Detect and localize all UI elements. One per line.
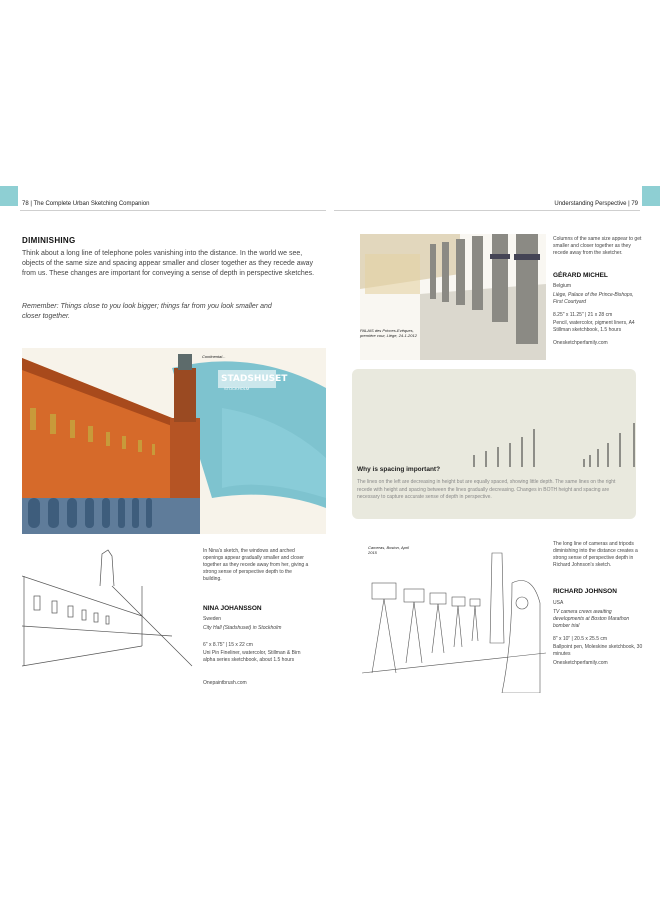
caption-nina-size: 6" x 8.75" | 15 x 22 cm — [203, 642, 253, 648]
caption-gerard-credit: Onesketchperfamily.com — [553, 340, 608, 346]
caption-gerard-name: GÉRARD MICHEL — [553, 272, 608, 279]
page-tab-left — [0, 186, 18, 206]
page-tab-right — [642, 186, 660, 206]
header-rule-right — [334, 210, 640, 211]
nina-pencil-sketch — [22, 546, 198, 686]
spacing-diagram — [472, 419, 642, 469]
gerard-colonnade-sketch — [360, 234, 546, 360]
running-head-right: Understanding Perspective | 79 — [554, 201, 638, 207]
sketch-annotation: Continental... — [202, 354, 226, 359]
caption-nina-materials: Uni Pin Fineliner, watercolor, Stillman & Birn alpha series sketchbook, about 1.5 hours — [203, 650, 301, 663]
caption-gerard-materials: Pencil, watercolor, pigment liners, A4 Stillman sketchbook, 1.5 hours — [553, 320, 635, 333]
gerard-handnote: PALAIS des Princes-Evêques, première cour, Liège, 24-1-2012 — [360, 328, 417, 338]
caption-nina-name: NINA JOHANSSON — [203, 605, 262, 612]
caption-richard-credit: Onesketchperfamily.com — [553, 660, 608, 666]
section-heading: DIMINISHING — [22, 236, 76, 245]
caption-nina-credit: Onepaintbrush.com — [203, 680, 247, 686]
caption-richard-size: 8" x 10" | 20.5 x 25.5 cm — [553, 636, 608, 642]
richard-cameras-sketch — [362, 543, 546, 693]
richard-handnote: Cameras, Boston, April 2015 — [368, 545, 409, 555]
caption-gerard-size: 8.25" x 11.25" | 21 x 28 cm — [553, 312, 613, 318]
caption-richard-country: USA — [553, 600, 564, 606]
running-head-left: 78 | The Complete Urban Sketching Companion — [22, 201, 150, 207]
caption-nina-country: Sweden — [203, 616, 222, 622]
caption-nina-text: In Nina's sketch, the windows and arched openings appear gradually smaller and closer together as they recede away from her, giving a strong sense of perspective depth to the building. — [203, 548, 309, 582]
infobox-text: The lines on the left are decreasing in height but are equally spaced, showing little depth. The same lines on the right recede with height and spacing between the lines gradually decreasing. Changes in BOTH height and spacing are necessary to capture accurate sense of depth in perspective. — [357, 479, 616, 500]
infobox-title: Why is spacing important? — [357, 466, 441, 473]
header-rule-left — [20, 210, 326, 211]
caption-richard-text: The long line of cameras and tripods diminishing into the distance creates a strong sense of perspective depth in Richard Johnson's sketch. — [553, 541, 638, 568]
caption-gerard-text: Columns of the same size appear to get smaller and closer together as they recede away from the sketcher. — [553, 236, 642, 256]
section-paragraph-2: Remember: Things close to you look bigger; things far from you look smaller and closer together. — [22, 303, 272, 320]
caption-nina-title: City Hall (Stadshuset) in Stockholm — [203, 625, 282, 631]
section-paragraph-1: Think about a long line of telephone poles vanishing into the distance. In the world we see, objects of the same size and spacing appear smaller and closer together as they recede away from us. These changes are important for conveying a sense of depth in perspective sketches. — [22, 250, 315, 277]
caption-gerard-country: Belgium — [553, 283, 572, 289]
sketch-banner: STADSHUSET — [221, 374, 288, 384]
caption-richard-materials: Ballpoint pen, Moleskine sketchbook, 30 minutes — [553, 644, 643, 657]
caption-richard-name: RICHARD JOHNSON — [553, 588, 617, 595]
caption-gerard-title: Liège, Palace of the Prince-Bishops, First Courtyard — [553, 292, 634, 305]
sketch-banner-sub: STOCKHOLM — [224, 386, 250, 391]
caption-richard-title: TV camera crews awaiting developments at Boston Marathon bomber trial — [553, 609, 630, 629]
